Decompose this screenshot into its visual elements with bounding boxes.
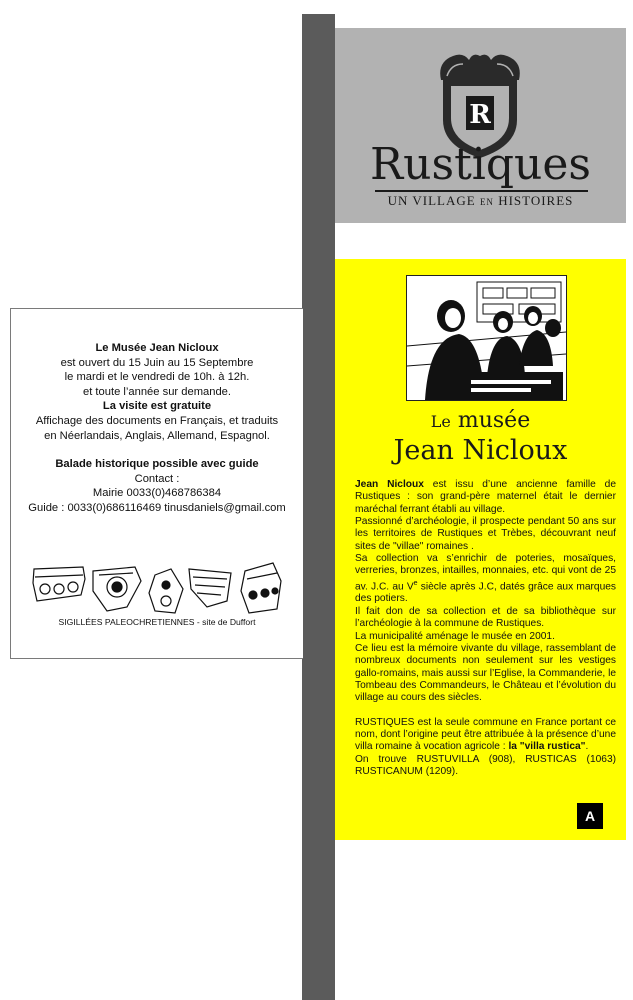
- museum-title: Le musée Jean Nicloux: [335, 408, 626, 467]
- info-free-visit: La visite est gratuite: [102, 400, 212, 413]
- paragraph: RUSTIQUES est la seule commune en France portant ce nom, dont l’origine peut être attribuée à la présence d’une villa romaine à vocation agricole : la "villa rustica".: [355, 716, 616, 753]
- info-mairie-phone: Mairie 0033(0)468786384: [92, 487, 222, 500]
- info-title: Le Musée Jean Nicloux: [95, 342, 219, 354]
- info-guide-contact: Guide : 0033(0)686116469 tinusdaniels@gmail.com: [28, 501, 286, 514]
- museum-photo: [406, 275, 567, 401]
- brand-divider: [375, 190, 588, 192]
- panel-letter-badge: A: [577, 803, 603, 829]
- paragraph: Jean Nicloux est issu d’une ancienne famille de Rustiques : son grand-père maternel était le dernier maréchal ferrant établi au village.: [355, 479, 616, 515]
- paragraph: Ce lieu est la mémoire vivante du village, rassemblant de nombreux documents non seulement sur les vestiges gallo-romains, mais aussi sur l’Eglise, la Commanderie, le Tombeau des Commandeurs, le Château et l’évolution du village au cours des siècles.: [355, 642, 617, 704]
- info-contact-label: Contact :: [134, 472, 180, 485]
- paragraph: Il fait don de sa collection et de sa bibliothèque sur l’archéologie à la commune de Rustiques.: [355, 605, 616, 630]
- museum-title-name: Jean Nicloux: [393, 435, 568, 466]
- paragraph: Passionné d’archéologie, il prospecte pendant 50 ans sur les territoires de Rustiques et Trèbes, découvrant neuf sites de "villae" romaines .: [355, 516, 616, 552]
- brand-title: Rustiques: [370, 139, 591, 190]
- info-languages-line: Affichage des documents en Français, et traduits: [35, 414, 279, 427]
- info-hours-line: et toute l’année sur demande.: [82, 385, 232, 398]
- brand-header-panel: [335, 28, 626, 223]
- info-guide-title: Balade historique possible avec guide: [55, 458, 259, 471]
- shards-caption: SIGILLÉES PALEOCHRETIENNES - site de Duffort: [58, 617, 256, 627]
- crest-letter: R: [469, 100, 491, 130]
- pottery-shards-illustration: [31, 561, 283, 617]
- museum-description-panel: [335, 259, 626, 840]
- museum-description-text: [355, 479, 616, 778]
- info-hours-line: est ouvert du 15 Juin au 15 Septembre: [60, 356, 254, 369]
- paragraph: Sa collection va s’enrichir de poteries, mosaïques, verreries, bronzes, intailles, monnaies, etc. qui vont de 25 av. J.C. au Ve siècle après J.C, datés grâce aux marques des potiers.: [355, 553, 617, 605]
- sign-pole: [302, 14, 335, 1000]
- info-hours-line: le mardi et le vendredi de 10h. à 12h.: [64, 371, 250, 384]
- museum-info-box: [10, 308, 303, 659]
- info-languages-line: en Néerlandais, Anglais, Allemand, Espagnol.: [44, 429, 270, 442]
- paragraph: On trouve RUSTUVILLA (908), RUSTICAS (1063) RUSTICANUM (1209).: [355, 753, 616, 777]
- paragraph: La municipalité aménage le musée en 2001.: [355, 630, 555, 642]
- brand-subtitle: UN VILLAGE EN HISTOIRES: [387, 193, 574, 208]
